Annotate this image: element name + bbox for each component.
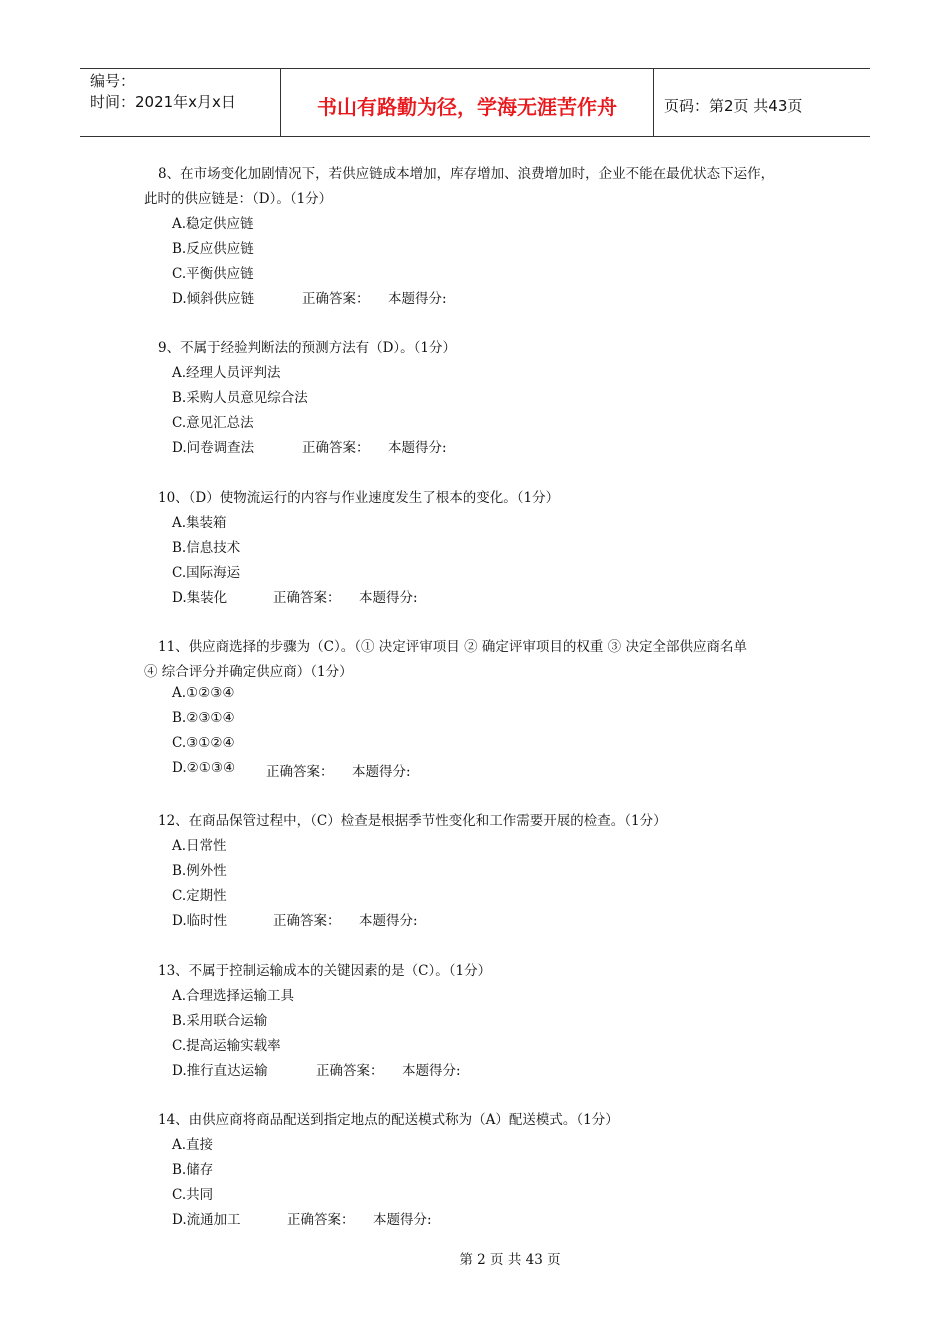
document-time-label: 时间：2021年x月x日 [90,93,236,111]
question-12-option [172,859,227,879]
question-9-option [172,361,281,381]
question-12-text: 12、在商品保管过程中，（C）检查是根据季节性变化和工作需要开展的检查。（1分） [158,813,667,829]
option-label: C.国际海运 [172,565,241,581]
question-8-text: 此时的供应链是：（D）。（1分） [144,191,333,207]
question-9-option [172,436,447,456]
question-8-text: 8、在市场变化加剧情况下，若供应链成本增加，库存增加、浪费增加时，企业不能在最优状态下运作， [158,166,775,182]
question-10-option [172,536,240,556]
option-label: A.稳定供应链 [172,216,254,232]
option-label: A.直接 [172,1137,214,1153]
option-label: A.经理人员评判法 [172,365,281,381]
question-score-label: 本题得分: [352,764,411,780]
question-11-option [172,685,234,701]
question-9-option [172,386,308,406]
option-label: B.信息技术 [172,540,241,556]
question-8-option [172,287,447,307]
option-label: C.定期性 [172,888,227,904]
question-13-option [172,1009,267,1029]
option-label: D.推行直达运输 [172,1063,268,1079]
question-score-label: 本题得分: [359,590,418,606]
question-10-option [172,586,418,606]
question-11-option [172,760,411,780]
header-meta [80,69,281,136]
option-label: D.问卷调查法 [172,440,255,456]
question-9-option [172,411,254,431]
option-label: D.集装化 [172,590,228,606]
option-label: C.意见汇总法 [172,415,254,431]
correct-answer-label: 正确答案： [266,764,334,780]
option-label: A.合理选择运输工具 [172,988,295,1004]
question-8-option [172,262,254,282]
question-11-text: ④ 综合评分并确定供应商）（1分） [144,664,353,680]
document-number-label: 编号： [90,72,136,90]
question-12-option [172,834,227,854]
question-14-text: 14、由供应商将商品配送到指定地点的配送模式称为（A）配送模式。（1分） [158,1112,619,1128]
question-14-option [172,1183,213,1203]
option-label: B.反应供应链 [172,241,254,257]
option-label: D.②①③④ [172,760,236,776]
question-8-option [172,237,254,257]
question-11-option [172,710,235,726]
question-score-label: 本题得分: [388,291,447,307]
option-label: B.采用联合运输 [172,1013,268,1029]
correct-answer-label: 正确答案： [273,590,341,606]
page-footer: 第 2 页 共 43 页 [459,1252,561,1268]
correct-answer-label: 正确答案： [302,440,370,456]
question-10-text: 10、（D）使物流运行的内容与作业速度发生了根本的变化。（1分） [158,490,560,506]
correct-answer-label: 正确答案： [287,1212,355,1228]
question-14-option [172,1158,213,1178]
question-11-text: 11、供应商选择的步骤为（C）。（① 决定评审项目 ② 确定评审项目的权重 ③ 决定全部供应商名单 [158,639,747,655]
question-12-option [172,909,418,929]
option-label: A.日常性 [172,838,227,854]
option-label: C.③①②④ [172,735,235,751]
option-label: C.平衡供应链 [172,266,254,282]
page-header [80,68,870,137]
correct-answer-label: 正确答案： [273,913,341,929]
question-12-option [172,884,227,904]
question-14-option [172,1208,432,1228]
question-9-text: 9、不属于经验判断法的预测方法有（D）。（1分） [158,340,457,356]
option-label: B.②③①④ [172,710,235,726]
question-13-option [172,1034,281,1054]
option-label: A.①②③④ [172,685,235,701]
correct-answer-label: 正确答案： [316,1063,384,1079]
question-14-option [172,1133,213,1153]
header-motto: 书山有路勤为径，学海无涯苦作舟 [281,69,654,136]
question-score-label: 本题得分: [402,1063,461,1079]
option-label: D.流通加工 [172,1212,241,1228]
question-13-option [172,1059,461,1079]
question-10-option [172,561,240,581]
option-label: C.共同 [172,1187,214,1203]
option-label: B.储存 [172,1162,214,1178]
option-label: C.提高运输实载率 [172,1038,281,1054]
option-label: D.倾斜供应链 [172,291,255,307]
question-8-option [172,212,254,232]
question-11-option [172,735,235,751]
option-label: A.集装箱 [172,515,227,531]
question-score-label: 本题得分: [373,1212,432,1228]
header-page-label: 页码：第2页 共43页 [664,97,803,115]
option-label: B.采购人员意见综合法 [172,390,308,406]
question-10-option [172,511,227,531]
question-score-label: 本题得分: [359,913,418,929]
option-label: D.临时性 [172,913,228,929]
question-score-label: 本题得分: [388,440,447,456]
question-13-option [172,984,294,1004]
correct-answer-label: 正确答案： [302,291,370,307]
option-label: B.例外性 [172,863,227,879]
question-13-text: 13、不属于控制运输成本的关键因素的是（C）。（1分） [158,963,492,979]
